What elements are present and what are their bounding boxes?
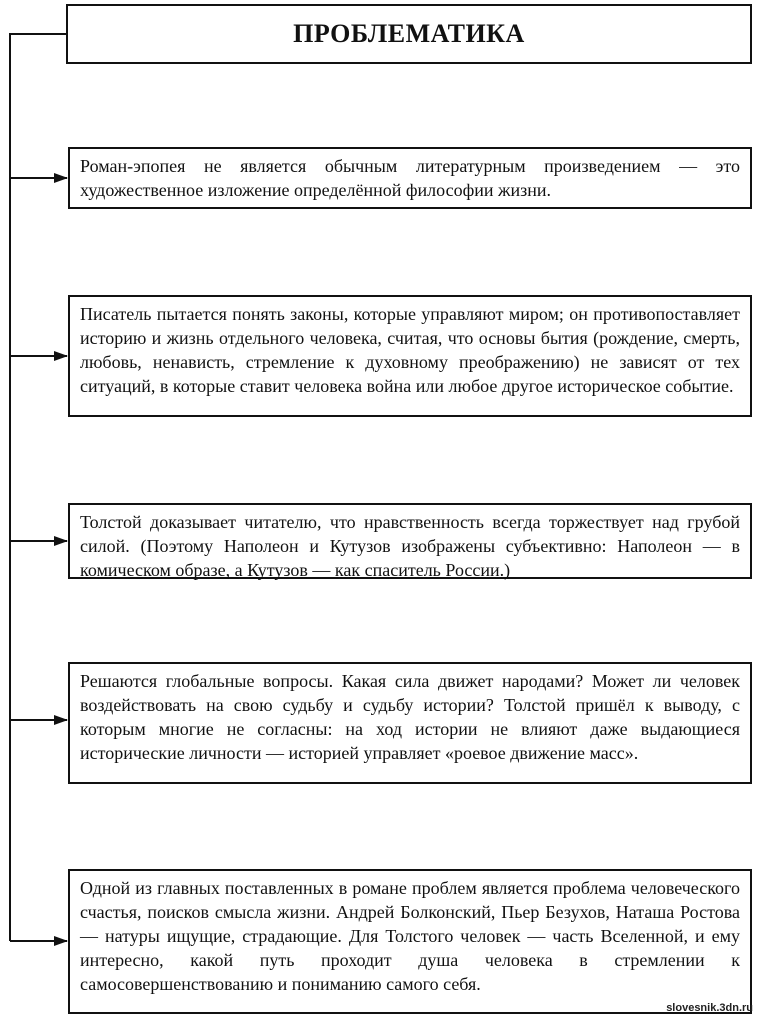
problem-box-1: Роман-эпопея не является обычным литературным произведением — это художественное изложение определённой философии жизни. [68,147,752,209]
problem-box-3: Толстой доказывает читателю, что нравственность всегда торжествует над грубой силой. (Поэтому Наполеон и Кутузов изображены субъективно: Наполеон — в комическом образе, а Кутузов — как спаситель России.) [68,503,752,579]
problem-box-4: Решаются глобальные вопросы. Какая сила движет народами? Может ли человек воздействовать на свою судьбу и судьбу истории? Толстой пришёл к выводу, с которым многие не согласны: на ход истории не влияют даже выдающиеся исторические личности — историей управляет «роевое движение масс». [68,662,752,784]
spine-line [10,34,66,941]
watermark: slovesnik.3dn.ru [666,1002,753,1014]
problem-box-5: Одной из главных поставленных в романе проблем является проблема человеческого счастья, поисков смысла жизни. Андрей Болконский, Пьер Безухов, Наташа Ростова — натуры ищущие, страдающие. Для Толстого человек — часть Вселенной, и ему интересно, какой путь проходит душа человека в стремлении к самосовершенствованию и пониманию самого себя. [68,869,752,1014]
problem-box-2: Писатель пытается понять законы, которые управляют миром; он противопоставляет историю и жизнь отдельного человека, считая, что основы бытия (рождение, смерть, любовь, ненависть, стремление к духовному преображению) не зависят от тех ситуаций, в которые ставит человека война или любое другое историческое событие. [68,295,752,417]
diagram-title: ПРОБЛЕМАТИКА [66,4,752,64]
